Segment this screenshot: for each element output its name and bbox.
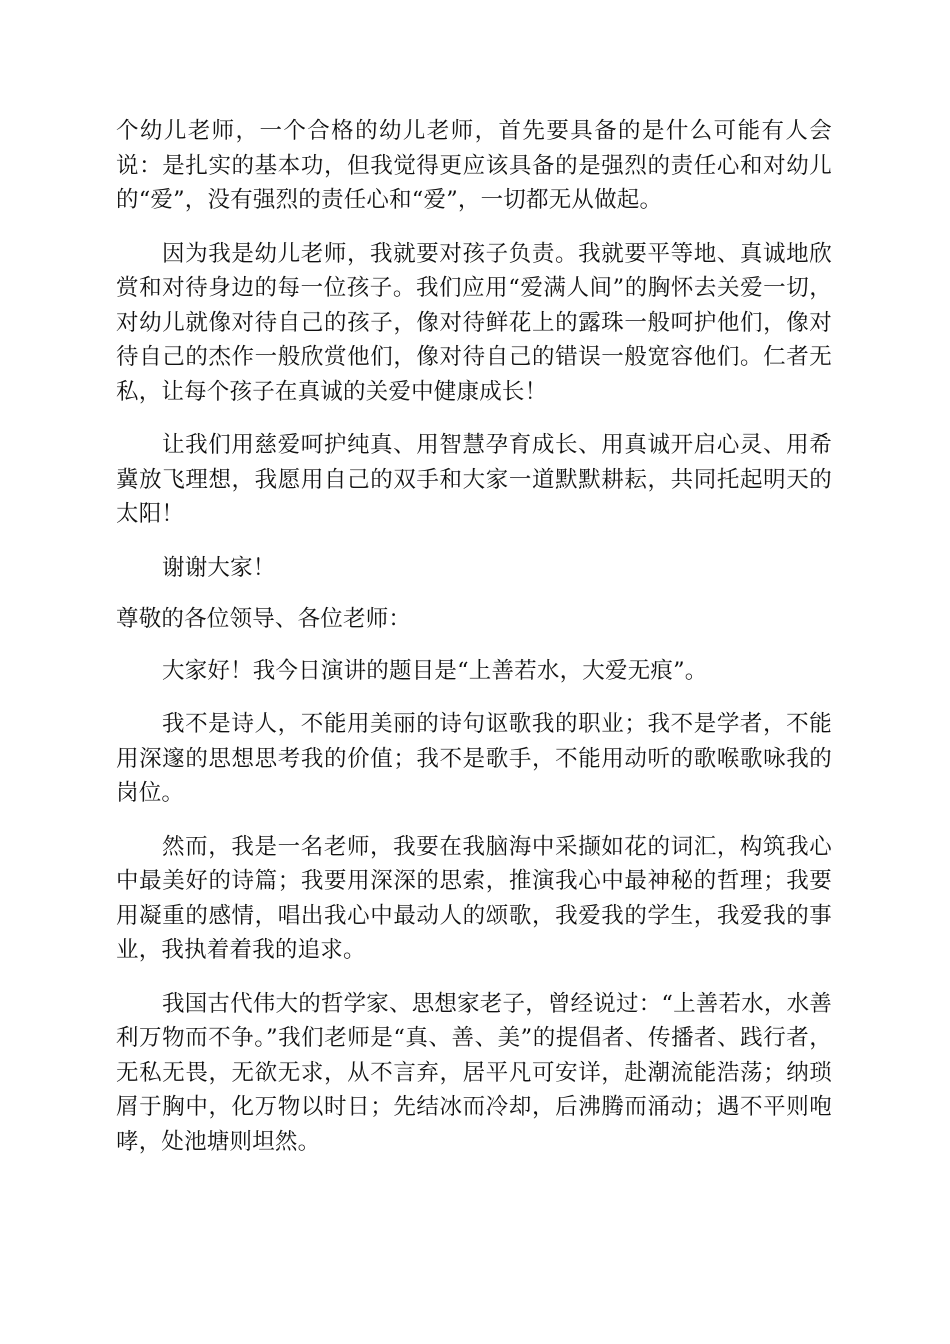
document-body (116, 114, 832, 1178)
paragraph-closing: 让我们用慈爱呵护纯真、用智慧孕育成长、用真诚开启心灵、用希冀放飞理想，我愿用自己的双手和大家一道默默耕耘，共同托起明天的太阳！ (116, 432, 832, 527)
paragraph-thanks: 谢谢大家！ (162, 554, 276, 581)
paragraph-salutation: 尊敬的各位领导、各位老师： (116, 606, 412, 632)
paragraph-intro: 个幼儿老师，一个合格的幼儿老师，首先要具备的是什么可能有人会说：是扎实的基本功，但我觉得更应该具备的是强烈的责任心和对幼儿的“爱”，没有强烈的责任心和“爱”，一切都无从做起。 (116, 118, 832, 213)
paragraph-responsibility: 因为我是幼儿老师，我就要对孩子负责。我就要平等地、真诚地欣赏和对待身边的每一位孩子。我们应用“爱满人间”的胸怀去关爱一切，对幼儿就像对待自己的孩子，像对待鲜花上的露珠一般呵护他们，像对待自己的杰作一般欣赏他们，像对待自己的错误一般宽容他们。仁者无私，让每个孩子在真诚的关爱中健康成长！ (116, 240, 832, 405)
paragraph-not-poet: 我不是诗人，不能用美丽的诗句讴歌我的职业；我不是学者，不能用深邃的思想思考我的价值；我不是歌手，不能用动听的歌喉歌咏我的岗位。 (116, 711, 832, 806)
paragraph-laozi: 我国古代伟大的哲学家、思想家老子，曾经说过：“上善若水，水善利万物而不争。”我们老师是“真、善、美”的提倡者、传播者、践行者，无私无畏，无欲无求，从不言弃，居平凡可安详，赴潮流能浩荡；纳琐屑于胸中，化万物以时日；先结冰而冷却，后沸腾而涌动；遇不平则咆哮，处池塘则坦然。 (116, 990, 833, 1155)
paragraph-greeting: 大家好！我今日演讲的题目是“上善若水，大爱无痕”。 (162, 657, 708, 684)
paragraph-teacher: 然而，我是一名老师，我要在我脑海中采撷如花的词汇，构筑我心中最美好的诗篇；我要用深深的思索，推演我心中最神秘的哲理；我要用凝重的感情，唱出我心中最动人的颂歌，我爱我的学生，我爱我的事业，我执着着我的追求。 (116, 833, 832, 963)
